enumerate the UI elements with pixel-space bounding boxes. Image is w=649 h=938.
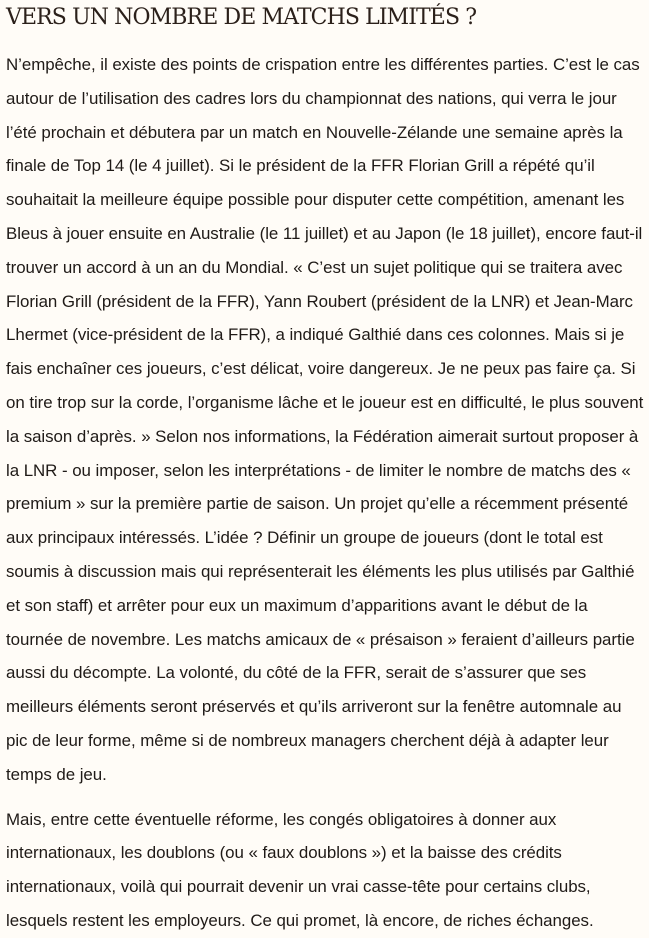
article-body <box>6 0 646 938</box>
article-paragraph: Mais, entre cette éventuelle réforme, les congés obligatoires à donner aux internationaux, les doublons (ou « faux doublons ») et la baisse des crédits internationaux, voilà qui pourrait devenir un vrai casse-tête pour certains clubs, lesquels restent les employeurs. Ce qui promet, là encore, de riches échanges. <box>6 809 594 930</box>
article-paragraph: N’empêche, il existe des points de crispation entre les différentes parties. C’est le cas autour de l’utilisation des cadres lors du championnat des nations, qui verra le jour l’été prochain et débutera par un match en Nouvelle-Zélande une semaine après la finale de Top 14 (le 4 juillet). Si le président de la FFR Florian Grill a répété qu’il souhaitait la meilleure équipe possible pour disputer cette compétition, amenant les Bleus à jouer ensuite en Australie (le 11 juillet) et au Japon (le 18 juillet), encore faut-il trouver un accord à un an du Mondial. « C’est un sujet politique qui se traitera avec Florian Grill (président de la FFR), Yann Roubert (président de la LNR) et Jean-Marc Lhermet (vice-président de la FFR), a indiqué Galthié dans ces colonnes. Mais si je fais enchaîner ces joueurs, c’est délicat, voire dangereux. Je ne peux pas faire ça. Si on tire trop sur la corde, l’organisme lâche et le joueur est en difficulté, le plus souvent la saison d’après. » Selon nos informations, la Fédération aimerait surtout proposer à la LNR - ou imposer, selon les interprétations - de limiter le nombre de matchs des « premium » sur la première partie de saison. Un projet qu’elle a récemment présenté aux principaux intéressés. L’idée ? Définir un groupe de joueurs (dont le total est soumis à discussion mais qui représenterait les éléments les plus utilisés par Galthié et son staff) et arrêter pour eux un maximum d’apparitions avant le début de la tournée de novembre. Les matchs amicaux de « présaison » feraient d’ailleurs partie aussi du décompte. La volonté, du côté de la FFR, serait de s’assurer que ses meilleurs éléments seront préservés et qu’ils arriveront sur la fenêtre automnale au pic de leur forme, même si de nombreux managers cherchent déjà à adapter leur temps de jeu. <box>6 55 644 784</box>
section-heading: VERS UN NOMBRE DE MATCHS LIMITÉS ? <box>6 5 477 30</box>
